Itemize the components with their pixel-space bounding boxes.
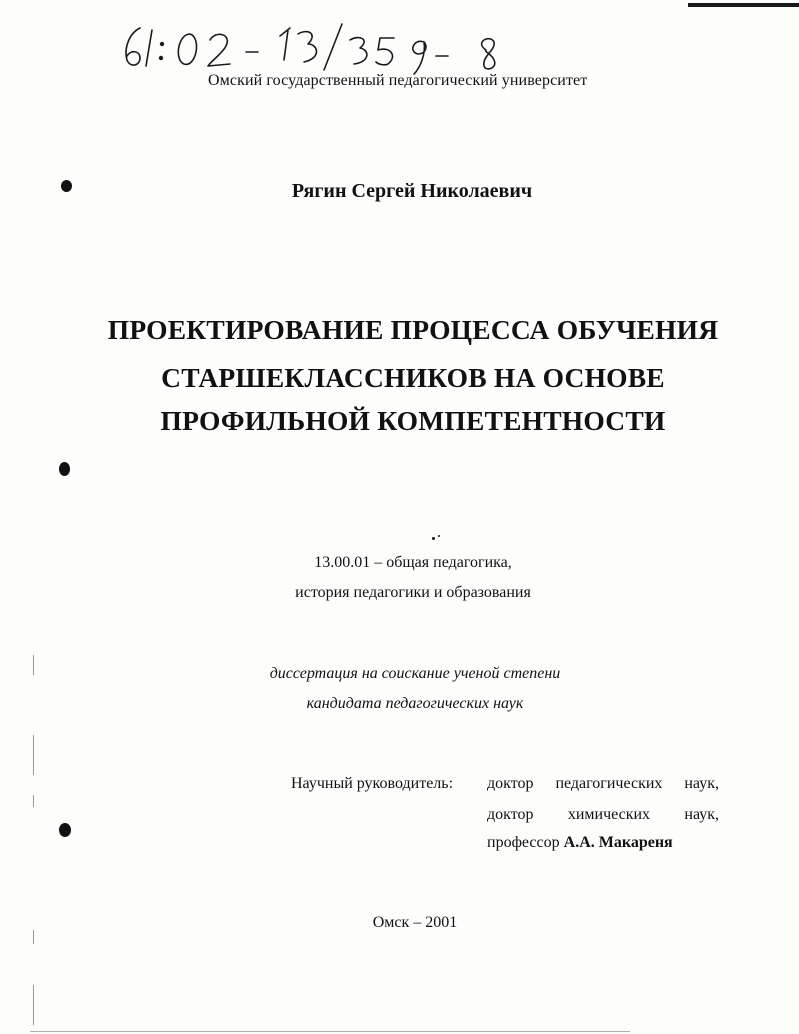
scan-bottom-rule <box>30 1031 630 1032</box>
university-name: Омский государственный педагогический университет <box>208 72 588 89</box>
title-line-1: ПРОЕКТИРОВАНИЕ ПРОЦЕССА ОБУЧЕНИЯ <box>107 314 719 345</box>
left-edge-mark-1 <box>33 655 34 675</box>
supervisor-degree-2-word-1: доктор <box>487 806 534 823</box>
specialty-name-line: история педагогики и образования <box>295 584 531 601</box>
supervisor-title-line <box>487 834 673 852</box>
specialty-code-line: 13.00.01 – общая педагогика, <box>314 554 512 571</box>
title-line-2: СТАРШЕКЛАССНИКОВ НА ОСНОВЕ <box>161 362 665 393</box>
supervisor-degree-2-word-3: наук, <box>684 806 719 823</box>
scan-top-rule <box>688 3 799 7</box>
supervisor-degree-line-2 <box>487 806 719 824</box>
left-edge-mark-3 <box>33 795 34 807</box>
supervisor-degree-1-word-3: наук, <box>684 775 719 792</box>
supervisor-name: А.А. Макареня <box>563 834 673 851</box>
supervisor-degree-line-1 <box>487 775 719 793</box>
degree-line-1: диссертация на соискание ученой степени <box>269 665 561 682</box>
supervisor-degree-1-word-2: педагогических <box>555 775 663 792</box>
left-edge-mark-4 <box>33 930 34 944</box>
supervisor-label: Научный руководитель: <box>291 775 454 792</box>
left-edge-mark-5 <box>33 985 34 1025</box>
supervisor-rank: профессор <box>487 834 560 851</box>
degree-line-2: кандидата педагогических наук <box>306 695 524 712</box>
supervisor-degree-1-word-1: доктор <box>487 775 534 792</box>
supervisor-degree-2-word-2: химических <box>567 806 651 823</box>
city-year: Омск – 2001 <box>372 914 458 931</box>
scan-speck-2 <box>438 535 440 537</box>
handwritten-catalog-number <box>118 20 538 80</box>
scan-speck <box>432 537 435 540</box>
binder-hole-mark-2 <box>59 462 70 476</box>
binder-hole-mark-1 <box>61 180 72 192</box>
title-line-3: ПРОФИЛЬНОЙ КОМПЕТЕНТНОСТИ <box>160 405 666 436</box>
author-name: Рягин Сергей Николаевич <box>291 180 533 202</box>
binder-hole-mark-3 <box>59 823 71 837</box>
left-edge-mark-2 <box>33 735 34 775</box>
